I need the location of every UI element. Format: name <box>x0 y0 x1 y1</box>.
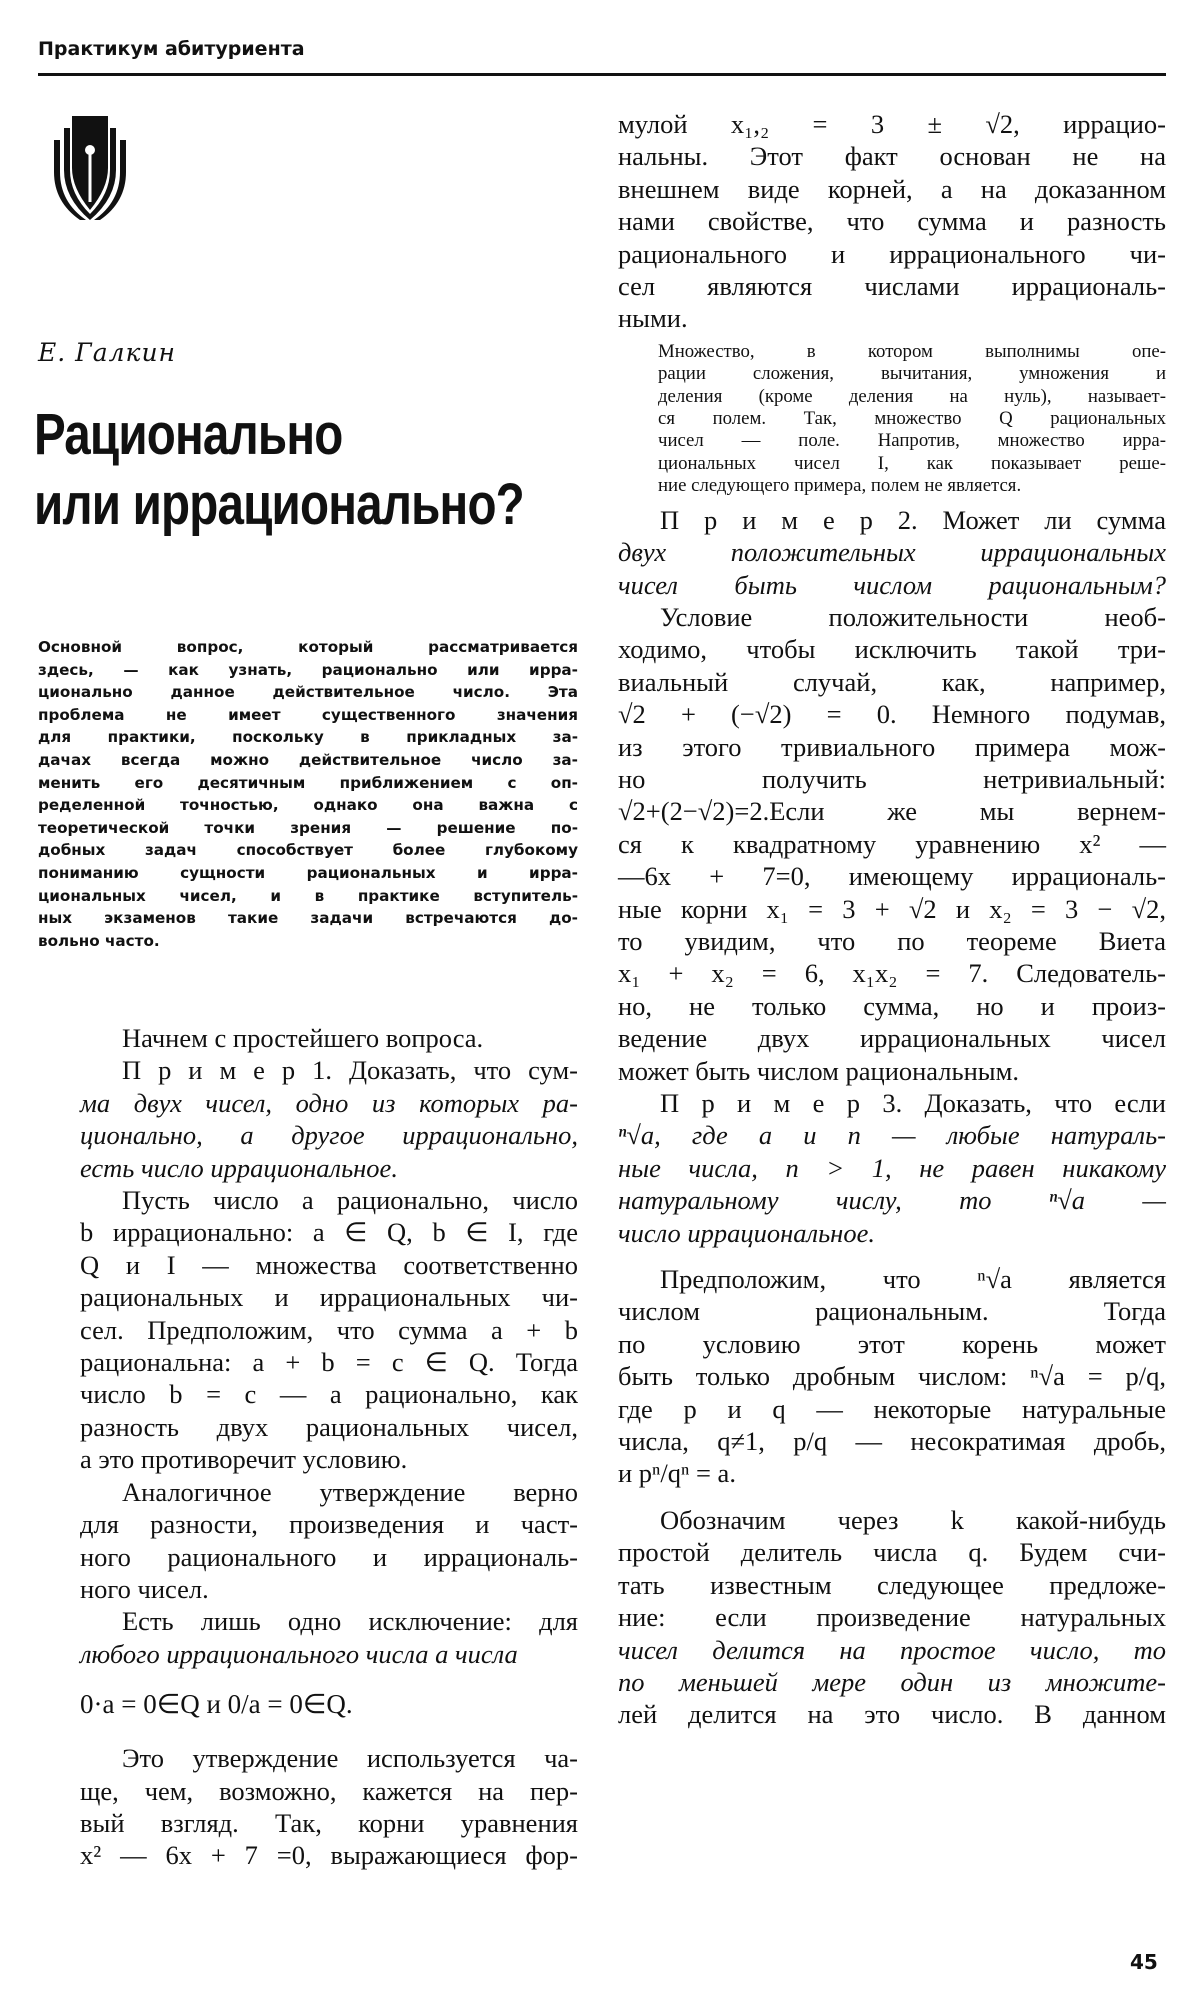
body-line: разность двух рациональных чисел, <box>80 1411 578 1442</box>
body-line: Обозначим через k какой-нибудь <box>660 1504 1166 1535</box>
body-line: ще, чем, возможно, кажется на пер- <box>80 1775 578 1806</box>
body-line: —6x + 7=0, имеющему иррациональ- <box>618 861 1166 892</box>
note-line: деления (кроме деления на нуль), называет- <box>658 385 1166 407</box>
body-line: ся к квадратному уравнению x² — <box>618 828 1166 859</box>
abstract-line: циональных чисел, и в практике вступитель- <box>38 886 578 905</box>
field-definition-note <box>658 341 1166 498</box>
body-line: лей делится на это число. В данном <box>618 1699 1166 1730</box>
body-line: ведение двух иррациональных чисел <box>618 1023 1166 1054</box>
body-line: ные корни x₁ = 3 + √2 и x₂ = 3 − √2, <box>618 893 1166 924</box>
body-line: ние: если произведение натуральных <box>618 1602 1166 1633</box>
body-line: по условию этот корень может <box>618 1328 1166 1359</box>
body-line: нами свойстве, что сумма и разность <box>618 206 1166 237</box>
body-line: простой делитель числа q. Будем счи- <box>618 1537 1166 1568</box>
example-3-line: П р и м е р 3. Доказать, что если <box>660 1088 1166 1118</box>
body-line: быть только дробным числом: ⁿ√a = p/q, <box>618 1361 1166 1392</box>
header-rule <box>38 73 1166 76</box>
abstract-line: ных экзаменов такие задачи встречаются до- <box>38 909 578 928</box>
abstract-line: теоретической точки зрения — решение по- <box>38 818 578 837</box>
body-line: вый взгляд. Так, корни уравнения <box>80 1807 578 1838</box>
left-column <box>80 1022 578 1872</box>
body-line: виальный случай, как, например, <box>618 666 1166 697</box>
body-line: ного чисел. <box>80 1573 209 1604</box>
example-3-line: ⁿ√a, где a и n — любые натураль- <box>618 1120 1166 1151</box>
right-column <box>618 108 1166 1731</box>
abstract-line: вольно часто. <box>38 931 160 950</box>
body-line: сел. Предположим, что сумма a + b <box>80 1314 578 1345</box>
body-line: ходимо, чтобы исключить такой три- <box>618 634 1166 665</box>
example-2-line: П р и м е р 2. Может ли сумма <box>660 504 1166 535</box>
body-line: числом рациональным. Тогда <box>618 1296 1166 1327</box>
body-line: рациональна: a + b = c ∈ Q. Тогда <box>80 1347 578 1378</box>
note-line: ние следующего примера, полем не является. <box>658 475 1022 497</box>
formula-zero-product: 0·a = 0∈Q и 0/a = 0∈Q. <box>80 1689 353 1720</box>
spacer <box>618 1490 1166 1504</box>
body-line: ными. <box>618 303 688 334</box>
body-line: Условие положительности необ- <box>660 601 1166 632</box>
body-line: x₁ + x₂ = 6, x₁x₂ = 7. Следователь- <box>618 958 1166 989</box>
example-1-line: есть число иррациональное. <box>80 1152 398 1183</box>
body-line: Аналогичное утверждение верно <box>122 1476 578 1507</box>
example-3-line: число иррациональное. <box>618 1217 875 1248</box>
body-line: √2 + (−√2) = 0. Немного подумав, <box>618 699 1166 730</box>
body-line: для разности, произведения и част- <box>80 1509 578 1540</box>
article-title <box>34 400 524 540</box>
example-1-line: П р и м е р 1. Доказать, что сум- <box>122 1055 578 1086</box>
abstract-line: Основной вопрос, который рассматривается <box>38 638 578 656</box>
abstract-line: ределенной точностью, однако она важна с <box>38 796 578 815</box>
body-line: но получить нетривиальный: <box>618 763 1166 794</box>
body-line: ного рационального и иррациональ- <box>80 1541 578 1572</box>
note-line: Множество, в котором выполнимы опе- <box>658 340 1166 362</box>
spacer <box>618 1249 1166 1263</box>
body-line: рациональных и иррациональных чи- <box>80 1282 578 1313</box>
note-line: рации сложения, вычитания, умножения и <box>658 363 1166 385</box>
body-line: из этого тривиального примера мож- <box>618 731 1166 762</box>
abstract <box>38 636 578 952</box>
body-line: Начнем с простейшего вопроса. <box>122 1023 484 1053</box>
body-line: Предположим, что ⁿ√a является <box>660 1264 1166 1295</box>
body-line: где p и q — некоторые натуральные <box>618 1393 1166 1424</box>
body-line: может быть числом рациональным. <box>618 1055 1019 1086</box>
author-name: Е. Галкин <box>38 338 177 367</box>
body-line: √2+(2−√2)=2.Если же мы вернем- <box>618 796 1166 827</box>
body-line: Q и I — множества соответственно <box>80 1249 578 1280</box>
body-line: тать известным следующее предложе- <box>618 1569 1166 1600</box>
note-line: циональных чисел I, как показывает реше- <box>658 452 1166 474</box>
abstract-line: здесь, — как узнать, рационально или ирра- <box>38 660 578 679</box>
abstract-line: пониманию сущности рациональных и ирра- <box>38 863 578 882</box>
example-3-line: ные числа, n > 1, не равен никакому <box>618 1152 1166 1183</box>
body-line: число b = c — a рационально, как <box>80 1379 578 1410</box>
abstract-line: дачах всегда можно действительное число за- <box>38 750 578 769</box>
body-line: числа, q≠1, p/q — несократимая дробь, <box>618 1426 1166 1457</box>
section-label: Практикум абитуриента <box>38 38 305 60</box>
body-line: а это противоречит условию. <box>80 1444 408 1475</box>
body-line: чисел делится на простое число, то <box>618 1634 1166 1665</box>
body-line: сел являются числами иррациональ- <box>618 271 1166 302</box>
page-number: 45 <box>1130 1950 1158 1974</box>
body-line: Пусть число a рационально, число <box>122 1185 578 1216</box>
example-2-line: двух положительных иррациональных <box>618 537 1166 568</box>
title-line-2: или иррационально? <box>34 472 524 537</box>
body-line: то увидим, что по теореме Виета <box>618 925 1166 956</box>
body-line: и pⁿ/qⁿ = a. <box>618 1458 736 1489</box>
note-line: ся полем. Так, множество Q рациональных <box>658 408 1166 430</box>
body-line: по меньшей мере один из множите- <box>618 1666 1166 1697</box>
title-line-1: Рационально <box>34 402 343 467</box>
abstract-line: для практики, поскольку в прикладных за- <box>38 728 578 747</box>
body-line: Есть лишь одно исключение: для <box>122 1606 578 1637</box>
body-line: рационального и иррационального чи- <box>618 238 1166 269</box>
abstract-line: ционально данное действительное число. Эта <box>38 683 578 702</box>
example-1-line: ма двух чисел, одно из которых ра- <box>80 1087 578 1118</box>
example-1-line: ционально, а другое иррационально, <box>80 1120 578 1151</box>
body-line: любого иррационального числа a числа <box>80 1638 518 1669</box>
body-line: но, не только сумма, но и произ- <box>618 990 1166 1021</box>
body-line: мулой x₁,₂ = 3 ± √2, иррацио- <box>618 109 1166 139</box>
body-line: Это утверждение используется ча- <box>122 1743 578 1774</box>
pen-nib-logo-icon <box>42 110 138 222</box>
body-line: внешнем виде корней, а на доказанном <box>618 173 1166 204</box>
abstract-line: менить его десятичным приближением с оп- <box>38 773 578 792</box>
body-line: b иррационально: a ∈ Q, b ∈ I, где <box>80 1217 578 1248</box>
example-2-line: чисел быть числом рациональным? <box>618 569 1166 600</box>
body-line: нальны. Этот факт основан не на <box>618 141 1166 172</box>
abstract-line: проблема не имеет существенного значения <box>38 705 578 724</box>
abstract-line: добных задач способствует более глубокому <box>38 841 578 860</box>
example-3-line: натуральному числу, то ⁿ√a — <box>618 1185 1166 1216</box>
note-line: чисел — поле. Напротив, множество ирра- <box>658 430 1166 452</box>
body-line: x² — 6x + 7 =0, выражающиеся фор- <box>80 1840 578 1871</box>
